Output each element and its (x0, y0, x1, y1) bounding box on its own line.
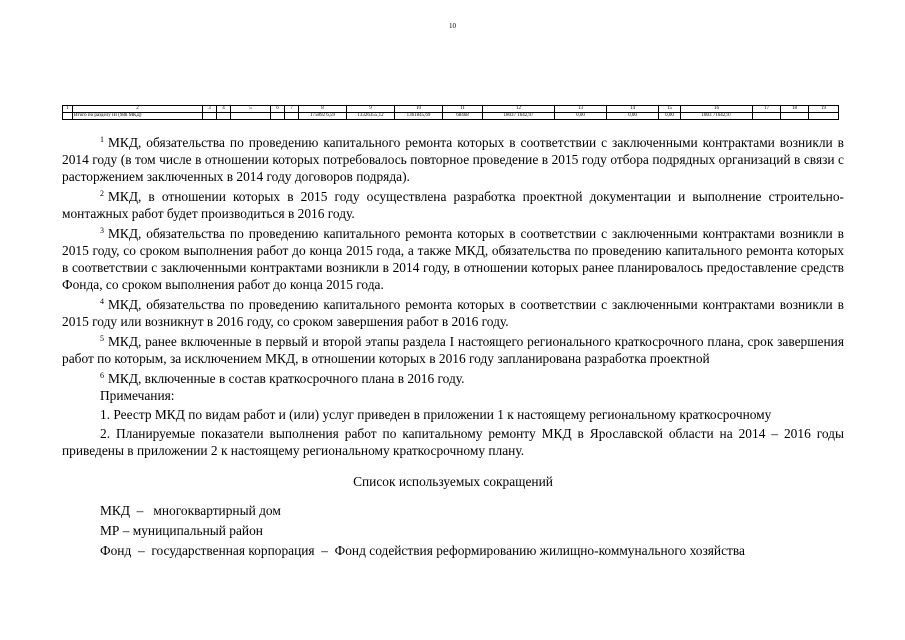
table-header-cell: 6 (271, 106, 285, 113)
table-header-cell: 3 (203, 106, 217, 113)
note-item: 1. Реестр МКД по видам работ и (или) услуг приведен в приложении 1 к настоящему региональному краткосрочному (100, 407, 772, 422)
table-cell (809, 113, 839, 120)
table-header-cell: 7 (285, 106, 299, 113)
table-header-cell: 11 (443, 106, 483, 113)
table-cell: 68468 (443, 113, 483, 120)
page-number: 10 (449, 22, 456, 30)
table-cell (231, 113, 271, 120)
table-cell: 13326355,12 (347, 113, 395, 120)
table-cell: 18037 1642,97 (483, 113, 555, 120)
footnote-mark: 6 (100, 371, 104, 380)
footnote-mark: 2 (100, 189, 104, 198)
footnote-5 (62, 333, 844, 367)
table-cell: 0,00 (555, 113, 607, 120)
footnote-2 (62, 188, 844, 222)
table-cell (753, 113, 781, 120)
table-header-cell: 19 (809, 106, 839, 113)
abbreviation-item: Фонд – государственная корпорация – Фонд содействия реформированию жилищно-коммунального хозяйства (100, 543, 745, 558)
table-header-row (63, 106, 839, 113)
table-header-cell: 4 (217, 106, 231, 113)
table-cell (781, 113, 809, 120)
footnote-4 (62, 296, 844, 330)
abbreviations-heading: Список используемых сокращений (353, 474, 553, 489)
table-header-cell: 18 (781, 106, 809, 113)
summary-table (62, 105, 839, 120)
footnote-mark: 3 (100, 226, 104, 235)
footnote-text: МКД, ранее включенные в первый и второй этапы раздела I настоящего регионального краткосрочного плана, срок завершения работ по которым, за исключением МКД, в отношении которых в 2016 году запланирована разработка проектной (62, 334, 844, 366)
footnote-text: МКД, включенные в состав краткосрочного плана в 2016 году. (108, 371, 465, 386)
footnote-mark: 1 (100, 135, 104, 144)
table-header-cell: 12 (483, 106, 555, 113)
table-header-cell: 9 (347, 106, 395, 113)
table-cell: 0,00 (659, 113, 681, 120)
abbreviation-item: МР – муниципальный район (100, 523, 263, 538)
table-header-cell: 13 (555, 106, 607, 113)
footnote-mark: 4 (100, 297, 104, 306)
table-cell (203, 113, 217, 120)
table-cell (271, 113, 285, 120)
table-header-cell: 1 (63, 106, 73, 113)
table-header-cell: 8 (299, 106, 347, 113)
table-cell: 1803 71642,97 (681, 113, 753, 120)
document-body (62, 134, 844, 559)
table-header-cell: 15 (659, 106, 681, 113)
footnote-text: МКД, обязательства по проведению капитального ремонта которых в соответствии с заключенными контрактами возникли в 2015 году, со сроком выполнения работ до конца 2015 года, а также МКД, обязательства по проведению капитального ремонта которых в соответствии с заключенными контрактами возникли в 2014 году, в отношении которых ранее планировалось предоставление средств Фонда, со сроком выполнения работ до конца 2015 года. (62, 226, 844, 292)
table-header-cell: 16 (681, 106, 753, 113)
notes-heading: Примечания: (100, 388, 175, 403)
note-item: 2. Планируемые показатели выполнения работ по капитальному ремонту МКД в Ярославской области на 2014 – 2016 годы приведены в приложении 2 к настоящему региональному краткосрочному плану. (62, 426, 844, 458)
footnote-mark: 5 (100, 334, 104, 343)
table-cell: 0,00 (607, 113, 659, 120)
table-cell (63, 113, 73, 120)
table-cell: Итого по разделу III (988 МКД) (73, 113, 203, 120)
footnote-text: МКД, обязательства по проведению капитального ремонта которых в соответствии с заключенными контрактами возникли в 2014 году (в том числе в отношении которых потребовалось повторное проведение в 2015 году отбора подрядных организаций в связи с расторжением заключенных в 2014 году договоров подряда). (62, 135, 844, 184)
footnote-6 (62, 370, 844, 387)
table-cell (285, 113, 299, 120)
table-header-cell: 5 (231, 106, 271, 113)
table-cell: 175892 6,59 (299, 113, 347, 120)
table-cell (217, 113, 231, 120)
table-header-cell: 14 (607, 106, 659, 113)
footnote-text: МКД, обязательства по проведению капитального ремонта которых в соответствии с заключенными контрактами возникли в 2015 году или возникнут в 2016 году, со сроком завершения работ в 2016 году. (62, 297, 844, 329)
table-header-cell: 17 (753, 106, 781, 113)
table-row (63, 113, 839, 120)
footnote-3 (62, 225, 844, 293)
footnote-1 (62, 134, 844, 185)
table-header-cell: 10 (395, 106, 443, 113)
footnote-text: МКД, в отношении которых в 2015 году осуществлена разработка проектной документации и выполнение строительно-монтажных работ будет производиться в 2016 году. (62, 189, 844, 221)
table-cell: 1361845,69 (395, 113, 443, 120)
abbreviation-item: МКД – многоквартирный дом (100, 503, 281, 518)
table-header-cell: 2 (73, 106, 203, 113)
